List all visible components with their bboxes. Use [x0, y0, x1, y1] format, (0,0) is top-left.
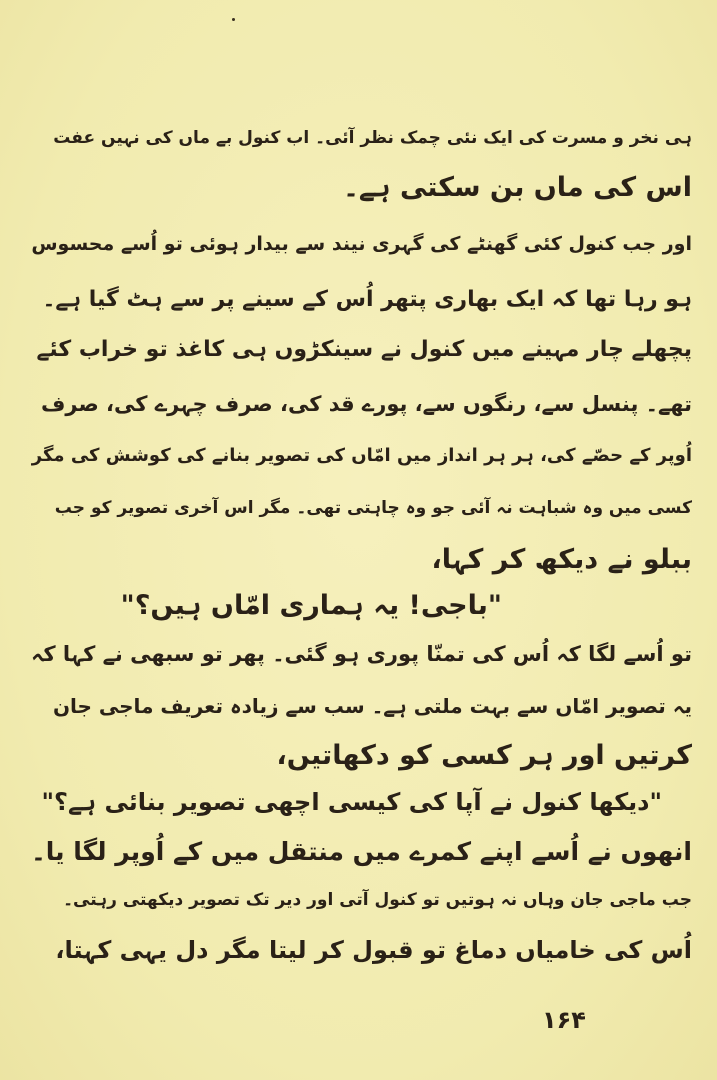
text-line: ببلو نے دیکھ کر کہا، — [431, 544, 692, 575]
text-line: کرتیں اور ہر کسی کو دکھاتیں، — [276, 740, 692, 771]
text-line: یہ تصویر امّاں سے بہت ملتی ہے۔ سب سے زیادہ تعریف ماجی جان — [52, 694, 692, 718]
text-line: تھے۔ پنسل سے، رنگوں سے، پورے قد کی، صرف چہرے کی، صرف — [41, 392, 692, 416]
text-line: پچھلے چار مہینے میں کنول نے سینکڑوں ہی کاغذ تو خراب کئے — [36, 337, 692, 362]
page-number: ۱۶۴ — [542, 1006, 586, 1034]
text-line: اُوپر کے حصّے کی، ہر ہر انداز میں امّاں کی تصویر بنانے کی کوشش کی مگر — [31, 445, 692, 466]
text-line: تو اُسے لگا کہ اُس کی تمنّا پوری ہو گئی۔ پھر تو سبھی نے کہا کہ — [31, 642, 692, 666]
text-line: ہو رہا تھا کہ ایک بھاری پتھر اُس کے سینے پر سے ہٹ گیا ہے۔ — [42, 287, 692, 312]
text-line: ہی نخر و مسرت کی ایک نئی چمک نظر آئی۔ اب کنول بے ماں کی نہیں عفت — [53, 128, 692, 148]
text-line: اور جب کنول کئی گھنٹے کی گہری نیند سے بیدار ہوئی تو اُسے محسوس — [31, 233, 692, 255]
text-line: کسی میں وہ شباہت نہ آئی جو وہ چاہتی تھی۔ مگر اس آخری تصویر کو جب — [54, 498, 692, 518]
text-line: انھوں نے اُسے اپنے کمرے میں منتقل میں کے اُوپر لگا یا۔ — [31, 837, 692, 866]
text-line: اُس کی خامیاں دماغ تو قبول کر لیتا مگر دل یہی کہتا، — [55, 936, 692, 964]
page-speck — [232, 18, 235, 21]
quoted-line: "باجی! یہ ہماری امّاں ہیں؟" — [120, 590, 502, 621]
quoted-line: "دیکھا کنول نے آپا کی کیسی اچھی تصویر بنائی ہے؟" — [41, 788, 662, 816]
text-line: جب ماجی جان وہاں نہ ہوتیں تو کنول آتی اور دیر تک تصویر دیکھتی رہتی۔ — [63, 890, 692, 910]
text-line: اس کی ماں بن سکتی ہے۔ — [343, 172, 692, 203]
